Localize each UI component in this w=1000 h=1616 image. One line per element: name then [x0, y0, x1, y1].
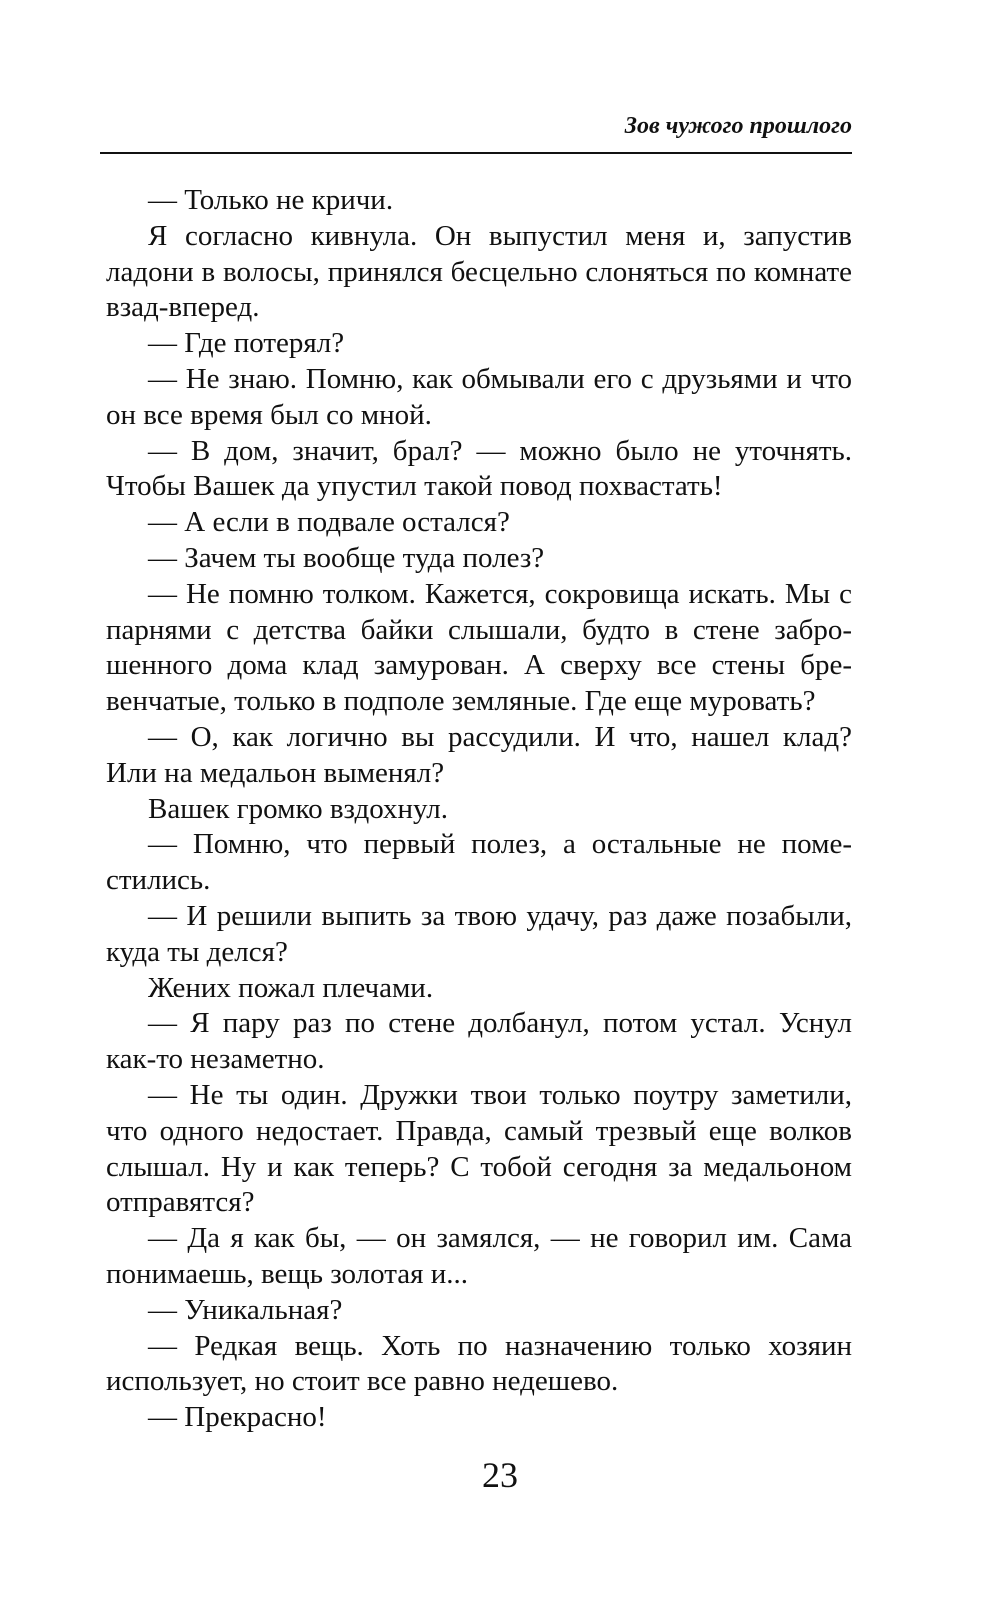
paragraph: — Редкая вещь. Хоть по назначению только хозяин использует, но стоит все равно недешево.: [106, 1329, 852, 1398]
paragraph: Я согласно кивнула. Он выпустил меня и, запустив ладони в волосы, принялся бесцельно слоняться по комнате взад-вперед.: [106, 219, 852, 324]
paragraph: — Не помню толком. Кажется, сокровища искать. Мы с парнями с детства байки слышали, будто в стене заброшенного дома клад замурован. А сверху все стены бревенчатые, только в подполе земляные. Где еще муровать?: [106, 577, 852, 718]
paragraph: — Помню, что первый полез, а остальные не поместились.: [106, 828, 852, 897]
running-head-title: Зов чужого прошлого: [624, 113, 852, 139]
paragraph: — Не ты один. Дружки твои только поутру заметили, что одного недостает. Правда, самый трезвый еще волков слышал. Ну и как теперь? С тобой сегодня за медальоном отправятся?: [106, 1078, 852, 1219]
paragraph: — Только не кричи.: [148, 184, 394, 216]
paragraph: — Да я как бы, — он замялся, — не говорил им. Сама понимаешь, вещь золотая и...: [106, 1222, 852, 1290]
paragraph: — Где потерял?: [148, 327, 345, 360]
paragraph: — И решили выпить за твою удачу, раз даже позабыли, куда ты делся?: [106, 899, 852, 968]
paragraph: — Зачем ты вообще туда полез?: [148, 541, 545, 574]
paragraph: — Прекрасно!: [148, 1401, 327, 1434]
paragraph: — Я пару раз по стене долбанул, потом устал. Уснул как-то незаметно.: [106, 1007, 852, 1076]
paragraph: — А если в подвале остался?: [148, 506, 510, 539]
paragraph: — О, как логично вы рассудили. И что, нашел клад? Или на медальон выменял?: [106, 720, 852, 789]
paragraph: — Уникальная?: [148, 1293, 343, 1326]
paragraph: Жених пожал плечами.: [148, 971, 434, 1004]
text-body: [106, 183, 852, 1436]
paragraph: — В дом, значит, брал? — можно было не уточнять. Чтобы Вашек да упустил такой повод похвастать!: [106, 434, 852, 503]
paragraph: Вашек громко вздохнул.: [148, 792, 448, 825]
header-rule: [100, 152, 852, 154]
paragraph: — Не знаю. Помню, как обмывали его с друзьями и что он все время был со мной.: [106, 362, 852, 431]
page-number: 23: [482, 1455, 518, 1495]
